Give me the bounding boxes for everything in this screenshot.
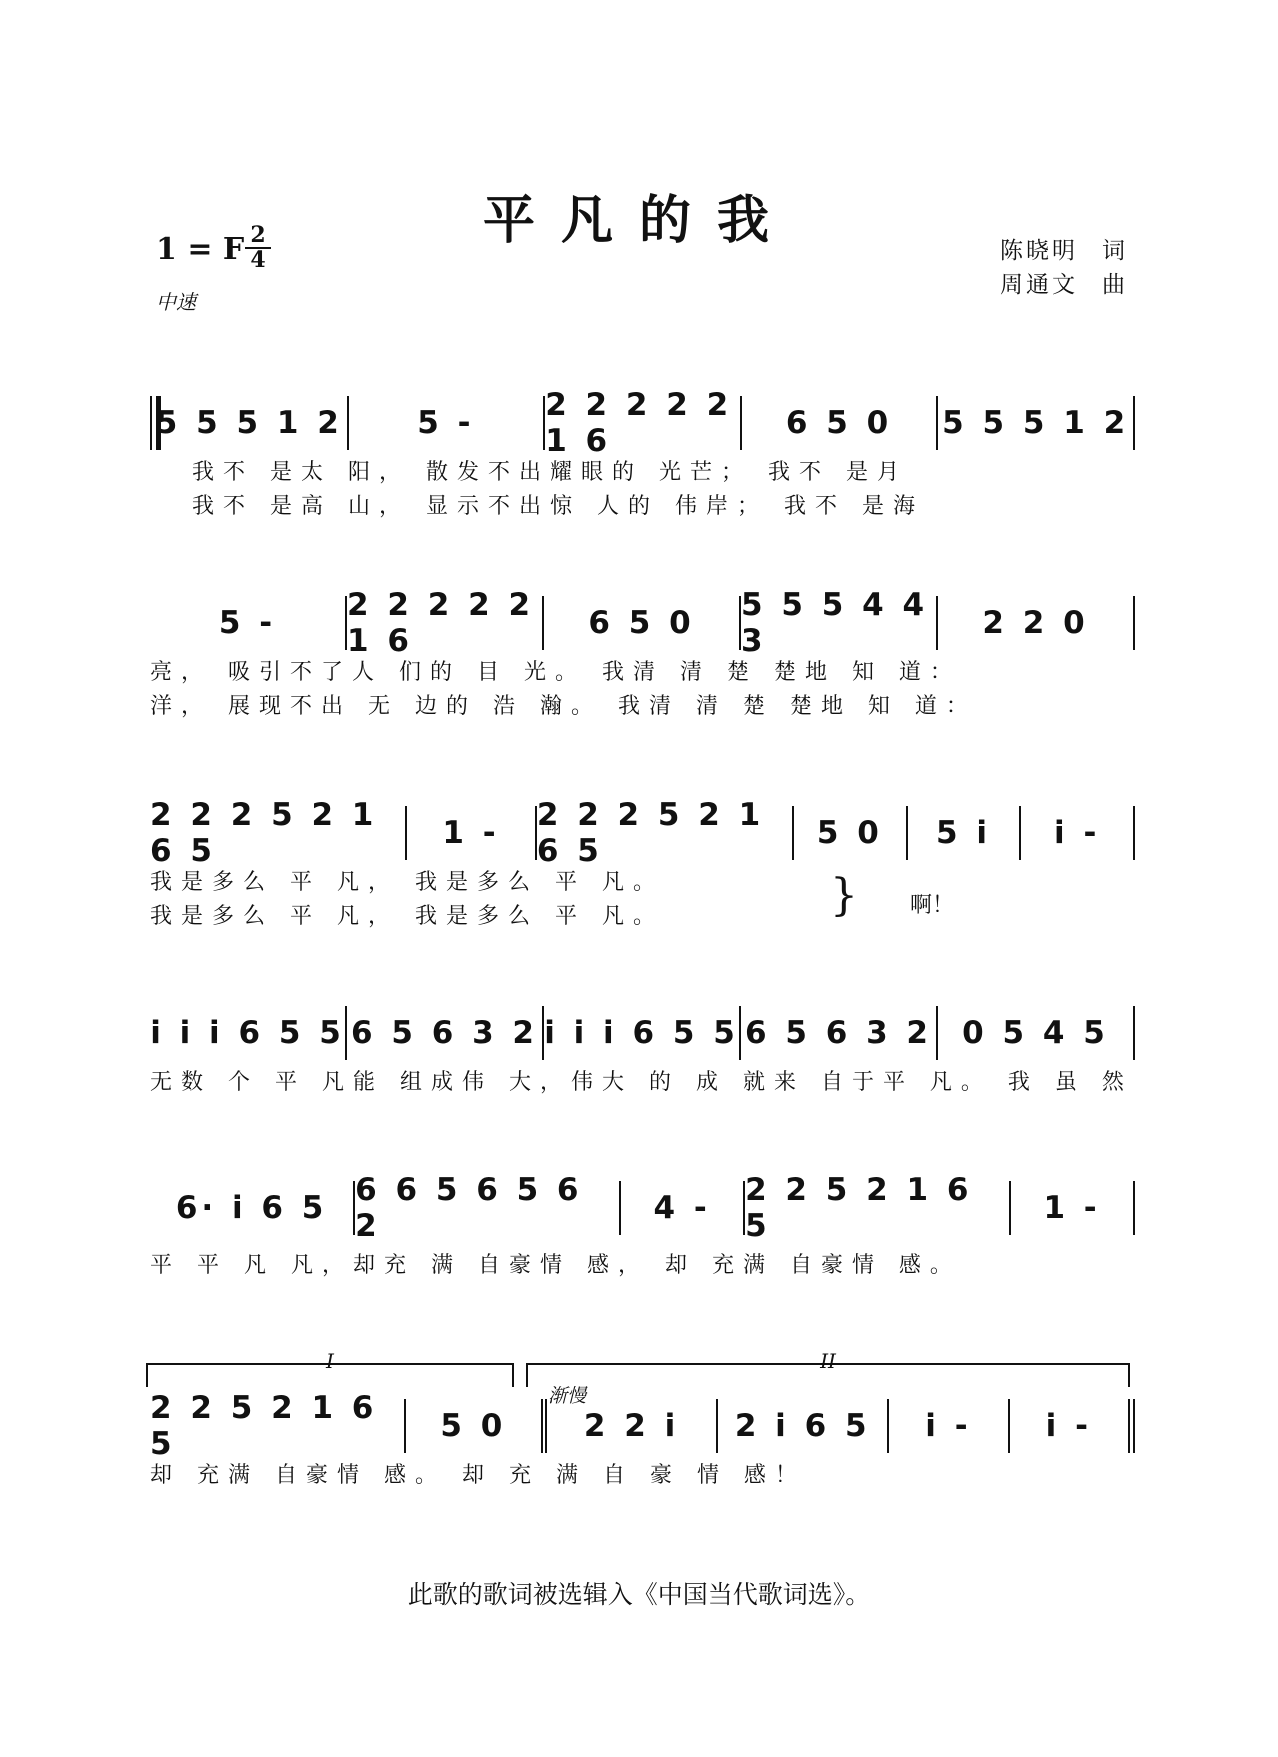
lyrics-verse-1: 我是多么 平 凡， 我是多么 平 凡。 <box>150 870 664 895</box>
first-ending-label: I <box>326 1349 334 1373</box>
second-ending-label: II <box>820 1349 836 1373</box>
lyrics-verse-2: 我不 是高 山， 显示不出惊 人的 伟岸； 我不 是海 <box>192 494 924 519</box>
measure: 1 - <box>1011 1181 1135 1235</box>
measure: 6 5 0 <box>742 396 939 450</box>
aside-exclamation: 啊！ <box>910 893 955 918</box>
measure: 2 2 i <box>547 1399 718 1453</box>
lyrics-verse-1: 亮， 吸引不了人 们的 目 光。 我清 清 楚 楚地 知 道： <box>150 660 961 685</box>
measure: 5 0 <box>794 806 908 860</box>
measure: 2 i 6 5 <box>718 1399 889 1453</box>
lyrics-verse-2: 我是多么 平 凡， 我是多么 平 凡。 <box>150 904 664 929</box>
lyrics-line: 却 充满 自豪情 感。 却 充 满 自 豪 情 感！ <box>150 1463 806 1488</box>
measure: i - <box>889 1399 1009 1453</box>
measure: 6 5 6 3 2 <box>347 1006 544 1060</box>
system-1 <box>150 387 1135 524</box>
first-ending-bracket <box>146 1349 514 1387</box>
meter-top: 2 <box>245 224 271 249</box>
measure: 2 2 2 5 2 1 6 5 <box>537 806 794 860</box>
measure: 5 - <box>150 596 347 650</box>
measure: 2 2 5 2 1 6 5 <box>745 1181 1011 1235</box>
measure: 6 6 5 6 5 6 2 <box>355 1181 621 1235</box>
key-signature: 1 = F <box>156 232 245 267</box>
system-4 <box>150 1000 1135 1100</box>
verse-brace: } <box>830 870 858 921</box>
measure: 4 - <box>621 1181 745 1235</box>
measure: 2 2 0 <box>938 596 1135 650</box>
measure: 5 5 5 1 2 <box>938 396 1135 450</box>
measure: 5 0 <box>406 1399 547 1453</box>
lyricist-name: 陈晓明 <box>1000 238 1078 264</box>
composer-credit <box>1000 266 1128 299</box>
lyrics-line: 无数 个 平 凡能 组成伟 大，伟大 的 成 就来 自于平 凡。 我 虽 然 <box>150 1070 1133 1095</box>
system-6 <box>150 1349 1135 1493</box>
system-2 <box>150 587 1135 724</box>
measure: 0 5 4 5 <box>938 1006 1135 1060</box>
measure: 2 2 2 5 2 1 6 5 <box>150 806 407 860</box>
measure: 5 5 5 4 4 3 <box>741 596 938 650</box>
composer-name: 周通文 <box>1000 272 1078 298</box>
system-5 <box>150 1172 1135 1283</box>
tempo-change-marking: 渐慢 <box>548 1385 587 1407</box>
measure: 5 5 5 1 2 <box>150 396 349 450</box>
measure: 2 2 2 2 2 1 6 <box>347 596 544 650</box>
system-3 <box>150 797 1135 934</box>
meter-bottom: 4 <box>250 247 266 273</box>
measure: 2 2 2 2 2 1 6 <box>545 396 742 450</box>
composer-role: 曲 <box>1102 272 1128 298</box>
time-signature <box>245 224 271 272</box>
measure: 1 - <box>407 806 537 860</box>
song-title: 平凡的我 <box>482 190 795 251</box>
measure: i - <box>1021 806 1135 860</box>
lyricist-role: 词 <box>1102 238 1128 264</box>
measure: 6· i 6 5 <box>150 1181 355 1235</box>
measure: 5 i <box>908 806 1022 860</box>
tempo-marking: 中速 <box>156 290 196 314</box>
measure: i i i 6 5 5 <box>150 1006 347 1060</box>
lyrics-line: 平 平 凡 凡，却充 满 自豪情 感， 却 充满 自豪情 感。 <box>150 1253 961 1278</box>
second-ending-bracket <box>526 1349 1130 1387</box>
measure: 6 5 6 3 2 <box>741 1006 938 1060</box>
measure: i i i 6 5 5 <box>544 1006 741 1060</box>
footnote: 此歌的歌词被选辑入《中国当代歌词选》。 <box>407 1580 871 1609</box>
measure: 2 2 5 2 1 6 5 <box>150 1399 406 1453</box>
measure: 6 5 0 <box>544 596 741 650</box>
lyrics-verse-1: 我不 是太 阳， 散发不出耀眼的 光芒； 我不 是月 <box>192 460 908 485</box>
measure: i - <box>1010 1399 1135 1453</box>
lyrics-verse-2: 洋， 展现不出 无 边的 浩 瀚。 我清 清 楚 楚地 知 道： <box>150 694 977 719</box>
lyricist-credit <box>1000 232 1128 265</box>
measure: 5 - <box>349 396 546 450</box>
